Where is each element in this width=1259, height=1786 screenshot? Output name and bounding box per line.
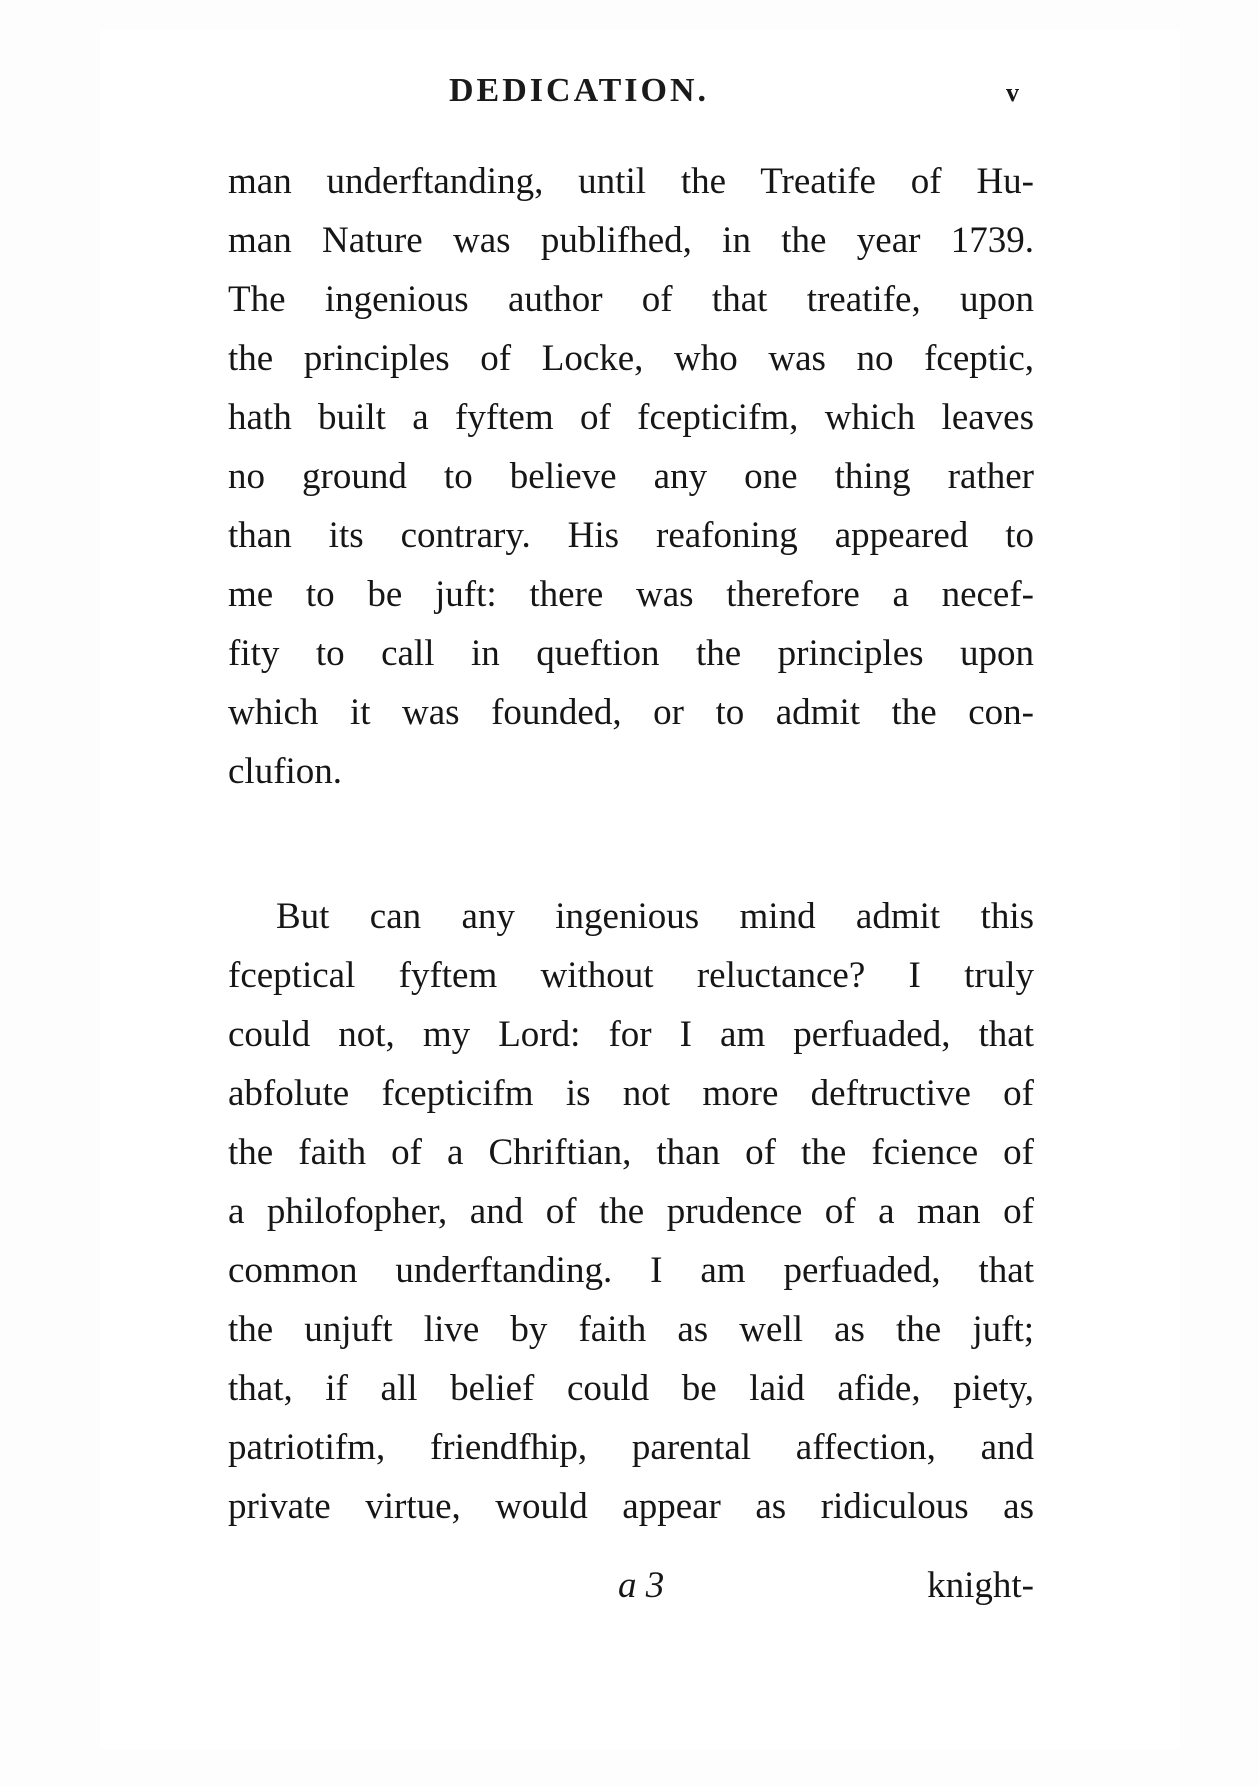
text-line: could not, my Lord: for I am perfuaded, that — [228, 1014, 1034, 1055]
signature-mark: a 3 — [618, 1565, 665, 1606]
text-line: fity to call in queftion the principles upon — [228, 633, 1034, 674]
text-line: the faith of a Chriftian, than of the fcience of — [228, 1132, 1034, 1173]
page-footer — [228, 1564, 1034, 1624]
text-line: me to be juft: there was therefore a necef- — [228, 574, 1034, 615]
text-line: than its contrary. His reafoning appeared to — [228, 515, 1034, 556]
text-line: The ingenious author of that treatife, upon — [228, 279, 1034, 320]
text-line: man underftanding, until the Treatife of Hu- — [228, 161, 1034, 202]
running-title: DEDICATION. — [449, 72, 710, 109]
text-line: the unjuft live by faith as well as the juft; — [228, 1309, 1034, 1350]
text-line: patriotifm, friendfhip, parental affection, and — [228, 1427, 1034, 1468]
catchword: knight- — [927, 1565, 1034, 1606]
page-number: v — [1006, 78, 1019, 107]
text-line: private virtue, would appear as ridiculous as — [228, 1486, 1034, 1527]
text-line: no ground to believe any one thing rather — [228, 456, 1034, 497]
text-line: abfolute fcepticifm is not more deftructive of — [228, 1073, 1034, 1114]
text-line: that, if all belief could be laid afide, piety, — [228, 1368, 1034, 1409]
text-line: fceptical fyftem without reluctance? I truly — [228, 955, 1034, 996]
text-line: common underftanding. I am perfuaded, that — [228, 1250, 1034, 1291]
text-line: a philofopher, and of the prudence of a man of — [228, 1191, 1034, 1232]
text-line: clufion. — [228, 751, 343, 792]
text-line: hath built a fyftem of fcepticifm, which leaves — [228, 397, 1034, 438]
paragraph-2 — [228, 887, 1034, 1536]
text-line: the principles of Locke, who was no fceptic, — [228, 338, 1034, 379]
paragraph-1 — [228, 152, 1034, 801]
text-line: man Nature was publifhed, in the year 1739. — [228, 220, 1034, 261]
text-line: But can any ingenious mind admit this — [276, 896, 1034, 937]
text-line: which it was founded, or to admit the con- — [228, 692, 1034, 733]
